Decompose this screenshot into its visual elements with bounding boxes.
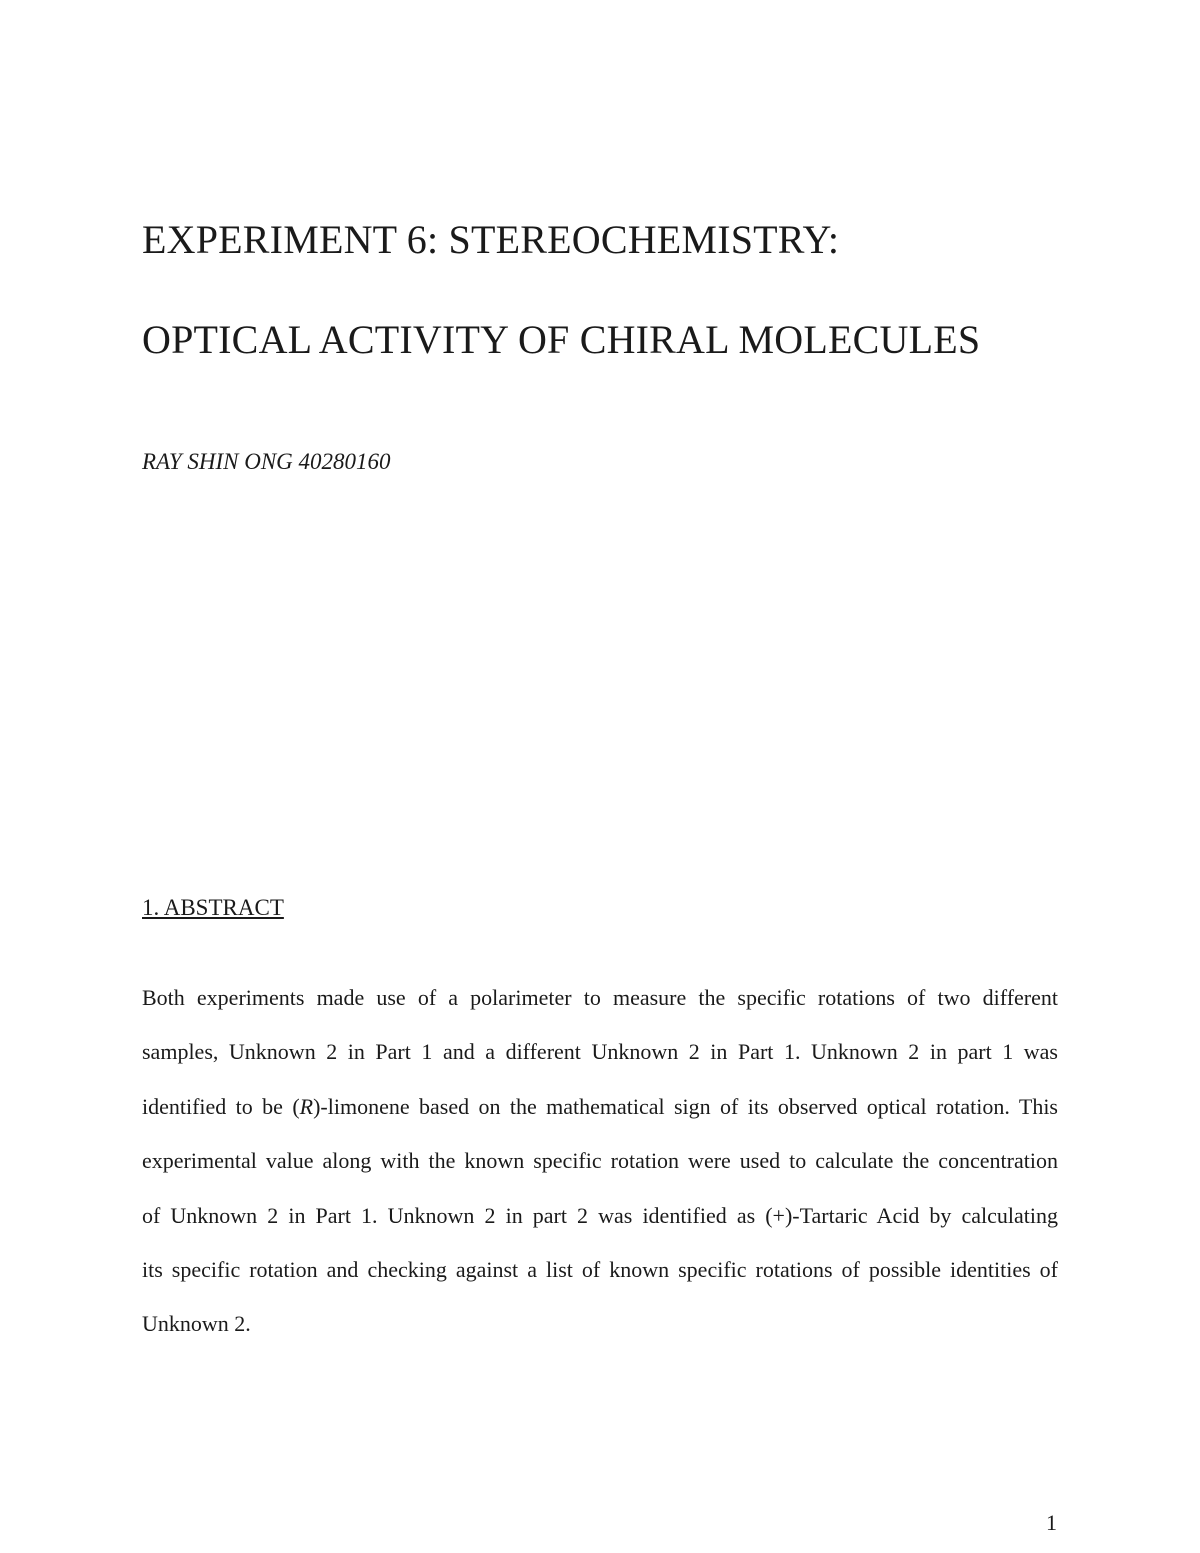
title-line-2: OPTICAL ACTIVITY OF CHIRAL MOLECULES <box>142 317 981 362</box>
author-line: RAY SHIN ONG 40280160 <box>142 449 391 474</box>
abstract-line: experimental value along with the known specific rotation were used to calculate the concentration <box>142 1148 1058 1174</box>
abstract-paragraph <box>142 980 1058 1361</box>
page-number: 1 <box>1046 1510 1057 1535</box>
abstract-line: its specific rotation and checking against a list of known specific rotations of possible identities of <box>142 1256 1058 1282</box>
abstract-line: Unknown 2. <box>142 1311 251 1337</box>
abstract-line: Both experiments made use of a polarimeter to measure the specific rotations of two different <box>142 985 1058 1010</box>
abstract-line: samples, Unknown 2 in Part 1 and a different Unknown 2 in Part 1. Unknown 2 in part 1 was <box>142 1039 1058 1065</box>
abstract-line: of Unknown 2 in Part 1. Unknown 2 in part 2 was identified as (+)-Tartaric Acid by calculating <box>142 1202 1058 1228</box>
section-heading-abstract: 1. ABSTRACT <box>142 895 284 920</box>
abstract-line: identified to be (R)-limonene based on the mathematical sign of its observed optical rotation. This <box>142 1093 1058 1119</box>
title-line-1: EXPERIMENT 6: STEREOCHEMISTRY: <box>142 217 840 262</box>
